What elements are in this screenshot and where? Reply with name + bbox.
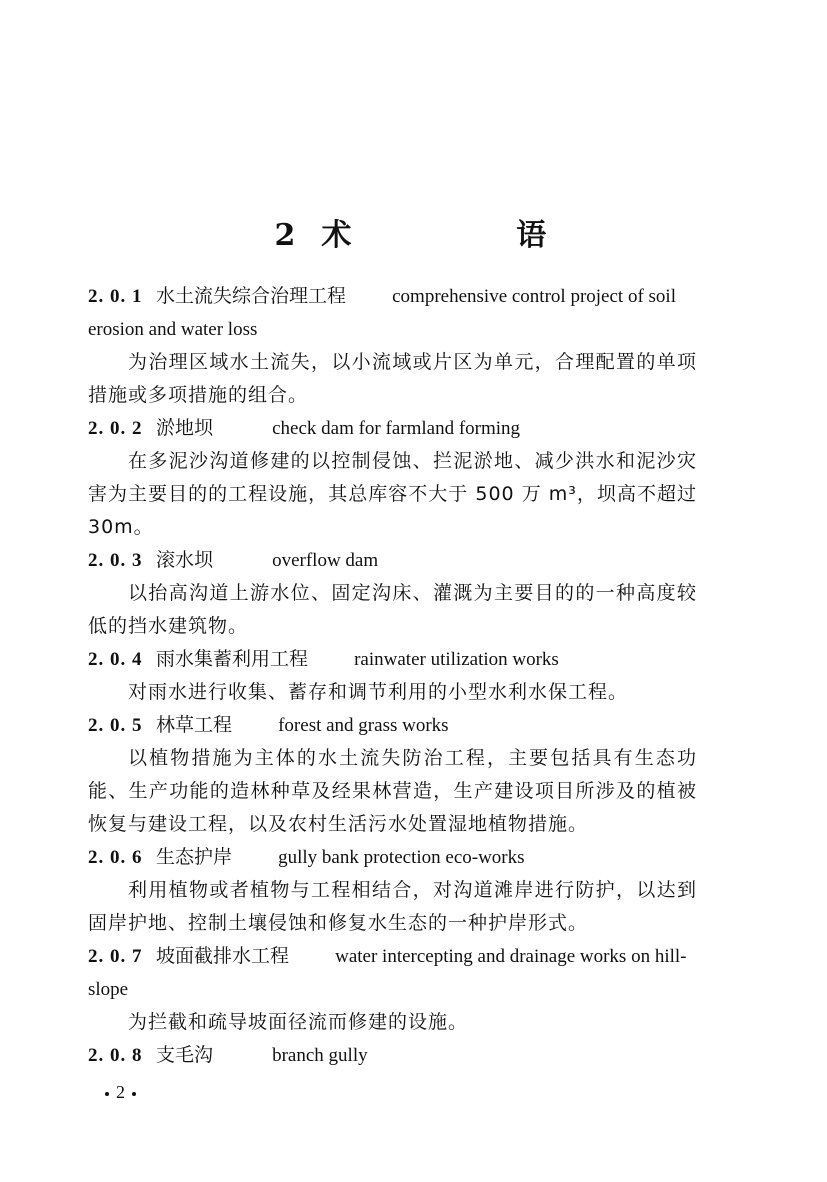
term-entry-2-0-7	[88, 940, 697, 1039]
term-code: 2. 0. 4	[88, 649, 143, 670]
english-term: water intercepting and drainage works on hill-slope	[88, 946, 687, 1000]
term-header	[88, 544, 697, 577]
term-header	[88, 1039, 697, 1072]
terms-list	[88, 280, 697, 1072]
term-definition: 以抬高沟道上游水位、固定沟床、灌溉为主要目的的一种高度较低的挡水建筑物。	[88, 582, 697, 637]
english-term: rainwater utilization works	[354, 649, 559, 670]
chapter-title	[0, 176, 827, 296]
term-code: 2. 0. 1	[88, 286, 143, 307]
term-header	[88, 940, 697, 1006]
chinese-term: 雨水集蓄利用工程	[156, 648, 309, 670]
english-term: check dam for farmland forming	[272, 418, 521, 439]
term-entry-2-0-4	[88, 643, 697, 709]
term-definition: 利用植物或者植物与工程相结合，对沟道滩岸进行防护，以达到固岸护地、控制土壤侵蚀和修复水生态的一种护岸形式。	[88, 879, 697, 934]
page-number-value: 2	[116, 1082, 125, 1102]
english-term: forest and grass works	[278, 715, 449, 736]
term-code: 2. 0. 7	[88, 946, 143, 967]
term-entry-2-0-5	[88, 709, 697, 841]
page-number-left-dot	[105, 1092, 109, 1096]
term-header	[88, 841, 697, 874]
term-code: 2. 0. 2	[88, 418, 143, 439]
english-term: gully bank protection eco-works	[278, 847, 525, 868]
term-code: 2. 0. 6	[88, 847, 143, 868]
term-entry-2-0-1	[88, 280, 697, 412]
chinese-term: 坡面截排水工程	[156, 945, 290, 967]
chinese-term: 支毛沟	[156, 1044, 214, 1066]
chapter-heading: 术 语	[321, 218, 595, 253]
term-header	[88, 280, 697, 346]
term-definition: 对雨水进行收集、蓄存和调节利用的小型水利水保工程。	[128, 681, 629, 703]
term-code: 2. 0. 8	[88, 1045, 143, 1066]
term-entry-2-0-6	[88, 841, 697, 940]
chinese-term: 滚水坝	[156, 549, 214, 571]
term-definition: 在多泥沙沟道修建的以控制侵蚀、拦泥淤地、减少洪水和泥沙灾害为主要目的的工程设施，其总库容不大于 500 万 m³，坝高不超过 30m。	[88, 450, 697, 538]
term-header	[88, 643, 697, 676]
term-entry-2-0-2	[88, 412, 697, 544]
english-term: comprehensive control project of soil erosion and water loss	[88, 286, 676, 340]
english-term: overflow dam	[272, 550, 379, 571]
chinese-term: 林草工程	[156, 714, 233, 736]
chinese-term: 水土流失综合治理工程	[156, 285, 347, 307]
term-header	[88, 709, 697, 742]
chapter-number: 2	[274, 218, 296, 253]
term-entry-2-0-8	[88, 1039, 697, 1072]
page-number-right-dot	[132, 1092, 136, 1096]
term-entry-2-0-3	[88, 544, 697, 643]
term-code: 2. 0. 5	[88, 715, 143, 736]
chinese-term: 生态护岸	[156, 846, 233, 868]
chinese-term: 淤地坝	[156, 417, 214, 439]
term-code: 2. 0. 3	[88, 550, 143, 571]
term-definition: 以植物措施为主体的水土流失防治工程，主要包括具有生态功能、生产功能的造林种草及经果林营造，生产建设项目所涉及的植被恢复与建设工程，以及农村生活污水处置湿地植物措施。	[88, 747, 697, 835]
term-header	[88, 412, 697, 445]
page-number	[98, 1080, 143, 1104]
term-definition: 为拦截和疏导坡面径流而修建的设施。	[128, 1011, 469, 1033]
term-definition: 为治理区域水土流失，以小流域或片区为单元，合理配置的单项措施或多项措施的组合。	[88, 351, 697, 406]
english-term: branch gully	[272, 1045, 368, 1066]
